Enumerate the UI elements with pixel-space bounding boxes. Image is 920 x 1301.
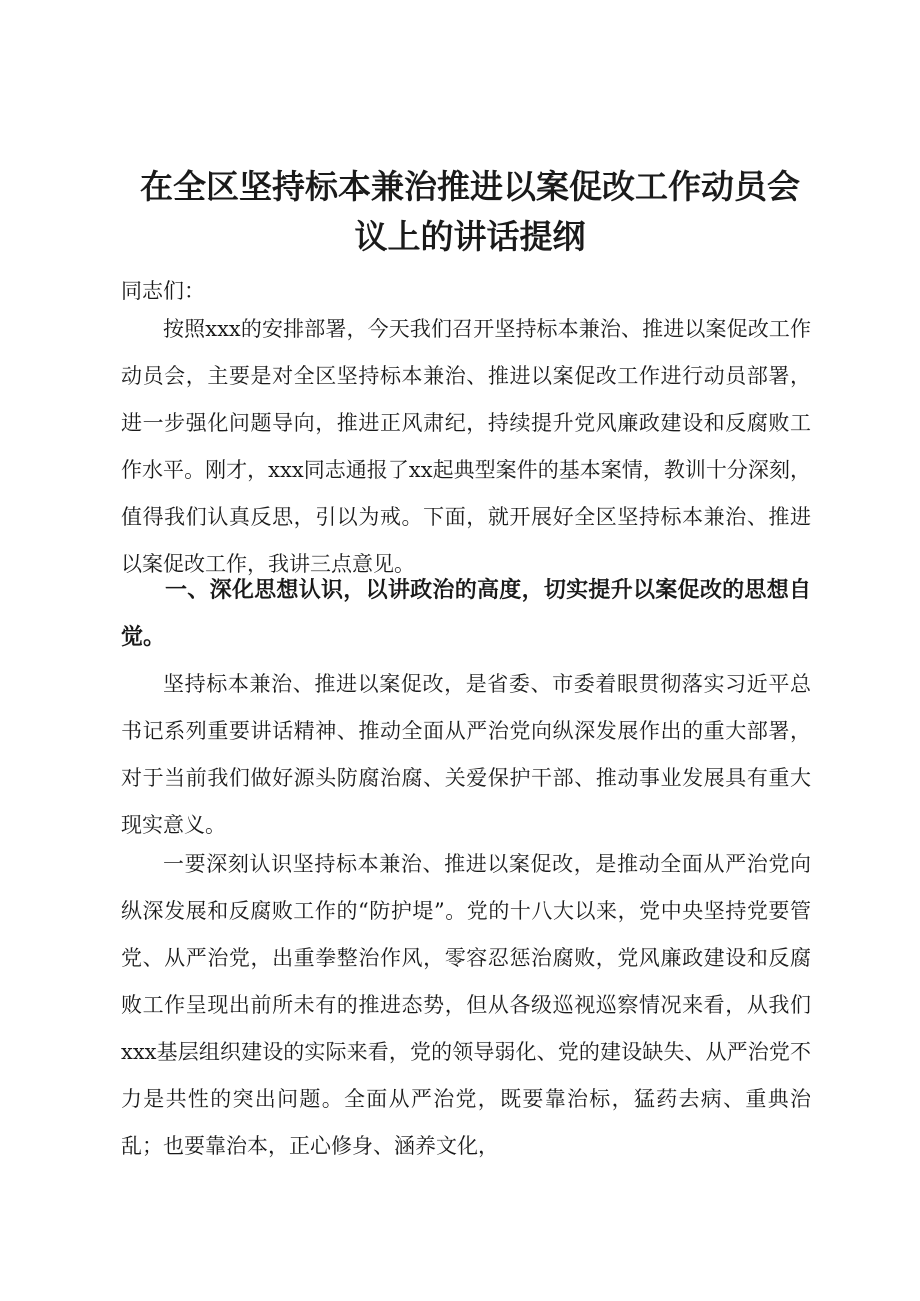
- paragraph-intro: 按照xxx的安排部署，今天我们召开坚持标本兼治、推进以案促改工作动员会，主要是对全区坚持标本兼治、推进以案促改工作进行动员部署，进一步强化问题导向，推进正风肃纪，持续提升党风廉政建设和反腐败工作水平。刚才，xxx同志通报了xx起典型案件的基本案情，教训十分深刻，值得我们认真反思，引以为戒。下面，就开展好全区坚持标本兼治、推进以案促改工作，我讲三点意见。: [121, 317, 811, 576]
- paragraph-section1-intro: 坚持标本兼治、推进以案促改，是省委、市委着眼贯彻落实习近平总书记系列重要讲话精神、推动全面从严治党向纵深发展作出的重大部署，对于当前我们做好源头防腐治腐、关爱保护干部、推动事业发展具有重大现实意义。: [121, 672, 811, 837]
- document-title-line-2: 议上的讲话提纲: [354, 217, 586, 256]
- salutation: 同志们：: [121, 279, 205, 303]
- document-title-line-1: 在全区坚持标本兼治推进以案促改工作动员会: [140, 167, 800, 206]
- paragraph-section1-point1: 一要深刻认识坚持标本兼治、推进以案促改，是推动全面从严治党向纵深发展和反腐败工作的“防护堤”。党的十八大以来，党中央坚持党要管党、从严治党，出重拳整治作风，零容忍惩治腐败，党风廉政建设和反腐败工作呈现出前所未有的推进态势，但从各级巡视巡察情况来看，从我们xxx基层组织建设的实际来看，党的领导弱化、党的建设缺失、从严治党不力是共性的突出问题。全面从严治党，既要靠治标，猛药去病、重典治乱；也要靠治本，正心修身、涵养文化，: [121, 852, 811, 1158]
- section-heading-1: 一、深化思想认识，以讲政治的高度，切实提升以案促改的思想自觉。: [121, 578, 811, 650]
